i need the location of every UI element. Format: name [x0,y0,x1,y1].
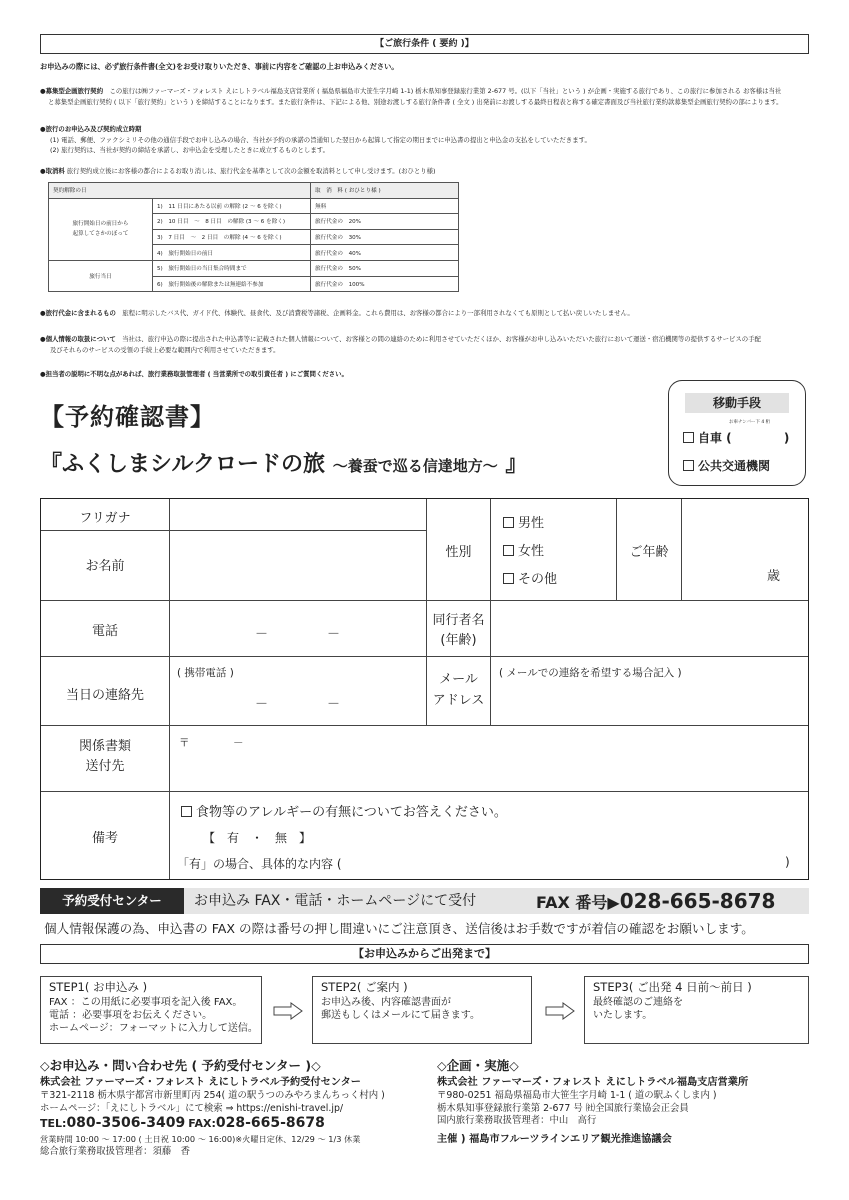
cancel-row-label: 1) 11 日目にあたる以前 の解除 (2 ～ 6 を除く) [153,198,311,214]
contract-text-2: と募集型企画旅行契約 ( 以下「旅行契約」という ) を締結することになります。また旅行条件は、下記による他、別途お渡しする旅行条件書 ( 全文 ) 出発前にお渡しする最終日程表と称する確定書面及び当社旅行業約款募集型企画旅行契約の部によります。 [48,97,783,106]
contract-heading: ●募集型企画旅行契約 [40,87,104,95]
step-2-title: STEP2( ご案内 ) [321,980,408,994]
phone-dash-2: － [327,627,341,642]
step-1-line-2: 電話 ：必要事項をお伝えください。 [49,1010,213,1021]
step-1-line-3: ホームページ：フォーマットに入力して送信。 [49,1023,258,1034]
age-unit: 歳 [767,569,781,584]
included-text: 旅程に明示したバス代、ガイド代、体験代、昼食代、及び消費税等諸税、企画料金。これら費用は、お客様の都合により一部利用されなくても原則として払い戻しいたしません。 [122,309,634,317]
transport-public-checkbox[interactable]: 公共交通機関 [683,457,770,474]
phone-label: 電話 [91,624,118,639]
cancel-text: 旅行契約成立後にお客様の都合によるお取り消しは、旅行代金を基準として次の金額を取消料として申し受けます。(おひとり様) [66,167,436,175]
allergy-yesno[interactable]: 【 有 ・ 無 】 [203,831,312,845]
step-3-line-1: 最終確認のご連絡を [593,997,683,1008]
included-section [40,308,634,319]
name-label: お名前 [85,559,125,574]
day-contact-label: 当日の連絡先 [65,688,144,703]
confirm-title: 【予約確認書】 [40,403,215,431]
cancel-group-before [49,198,153,260]
mail-label [427,669,490,711]
cancel-header-right: 取 消 料 ( おひとり様 ) [311,183,459,199]
fax-label: FAX 番号▶ [536,893,620,912]
cancel-row-fee: 旅行代金の 100% [311,276,459,292]
cancel-row-fee: 無料 [311,198,459,214]
privacy-text-2: 及びそれらのサービスの受領の手続上必要な範囲内で利用させていただきます。 [50,345,280,354]
conditions-intro: お申込みの際には、必ず旅行条件書(全文)をお受け取りいただき、事前に内容をご確認の上お申込みください。 [40,62,399,71]
contact-right-heading: ◇企画・実施◇ [437,1058,519,1073]
contact-left [40,1077,385,1159]
step-1-line-1: FAX ：この用紙に必要事項を記入後 FAX。 [49,997,243,1008]
contact-right-address: 〒980-0251 福島県福島市大笹生字月崎 1-1 ( 道の駅ふくしま内 ) [437,1089,717,1101]
mobile-dash-2: － [327,697,341,712]
step-2 [312,976,532,1044]
arrow-right-icon [273,1002,303,1020]
privacy-text-1: 当社は、旅行申込の際に提出された申込書等に記載された個人情報について、お客様との間の連絡のために利用させていただくほか、お客様がお申し込みいただいた旅行において運送・宿泊機関等の提供するサービスの手配 [122,335,761,343]
companion-label-1: 同行者名 [432,613,485,628]
phone-dash-1: － [255,627,269,642]
mail-label-1: メール [439,672,478,687]
postal-dash: － [233,737,244,749]
allergy-details-end: ) [785,855,790,869]
included-heading: ●旅行代金に含まれるもの [40,309,116,317]
fax-privacy-note: 個人情報保護の為、申込書の FAX の際は番号の押し間違いにご注意頂き、送信後はお手数ですが着信の確認をお願いします。 [44,921,754,936]
gender-label: 性別 [445,545,472,560]
cancel-row-fee: 旅行代金の 20% [311,214,459,230]
gender-other-checkbox[interactable]: その他 [503,568,557,587]
contact-left-hours: 営業時間 10:00 ～ 17:00 ( 土日祝 10:00 ～ 16:00)※火曜日定休、12/29 ～ 1/3 休業 [40,1134,361,1145]
fax-number-2[interactable]: 028-665-8678 [215,1115,325,1132]
arrow-right-icon [545,1002,575,1020]
cancel-header-left: 契約解除の日 [49,183,311,199]
tel-label: TEL: [40,1117,67,1131]
docs-label-1: 関係書類 [78,739,131,754]
companion-label-2: (年齢) [440,633,477,648]
reservation-center-bar [40,888,809,914]
contact-left-company: 株式会社 ファーマーズ・フォレスト えにしトラベル予約受付センター [40,1077,361,1088]
apply-text-2: (2) 旅行契約は、当社が契約の締結を承諾し、お申込金を受理したときに成立するものとします。 [50,146,329,154]
step-3-title: STEP3( ご出発 4 日前～前日 ) [593,980,752,994]
contact-left-tel [40,1115,385,1133]
contact-left-heading: ◇お申込み・問い合わせ先 ( 予約受付センター )◇ [40,1058,321,1073]
cancel-group-before-2: 起算してさかのぼって [72,231,129,238]
postal-mark: 〒 [179,737,190,749]
mobile-label: ( 携帯電話 ) [177,667,234,679]
transport-title: 移動手段 [685,393,789,413]
transport-box [668,380,806,486]
contact-left-manager: 総合旅行業務取扱管理者：須藤 香 [40,1146,191,1158]
allergy-details: 「有」の場合、具体的な内容 ( [177,857,342,871]
contact-right-sponsor: 主催 ) 福島市フルーツラインエリア観光推進協議会 [437,1134,672,1146]
step-2-line-2: 郵送もしくはメールにて届きます。 [321,1010,480,1021]
cancel-row-fee: 旅行代金の 40% [311,245,459,261]
contact-right-manager: 国内旅行業務取扱管理者：中山 高行 [437,1115,597,1127]
contact-right-license: 栃木県知事登録旅行業第 2-677 号 ㈳全国旅行業協会正会員 [437,1102,689,1114]
step-3 [584,976,809,1044]
mail-label-2: アドレス [432,693,485,708]
manager-note: ●担当者の説明に不明な点があれば、旅行業務取扱管理者 ( 当営業所での取引責任者 ) にご質問ください。 [40,370,348,378]
tour-title-end: 』 [505,452,528,477]
tour-title-sub: ～養蚕で巡る信達地方～ [332,457,498,475]
flow-title: 【お申込みからご出発まで】 [40,944,809,964]
docs-label-2: 送付先 [85,759,125,774]
furigana-label: フリガナ [79,511,131,526]
step-1 [40,976,262,1044]
mail-note: ( メールでの連絡を希望する場合記入 ) [499,667,682,679]
name-field[interactable] [171,533,425,599]
apply-text-1: (1) 電話、郵便、ファクシミリその他の通信手段でお申し込みの場合、当社が予約の承諾の旨通知した翌日から起算して指定の期日までに申込書の提出と申込金の支払をしていただきます。 [50,135,591,144]
reservation-center-label: 予約受付センター [40,888,184,914]
contract-section [40,86,783,107]
cancel-heading: ●取消料 [40,167,65,175]
tour-title-main: 『ふくしまシルクロードの旅 [40,452,326,477]
fax-number [536,888,775,916]
companion-label [427,611,490,651]
docs-label [41,737,169,777]
step-3-line-2: いたします。 [593,1010,653,1021]
remarks-label: 備考 [91,831,118,846]
step-2-line-1: お申込み後、内容確認書面が [321,997,451,1008]
cancel-row-fee: 旅行代金の 30% [311,229,459,245]
age-label: ご年齢 [629,545,669,560]
transport-note: お車ナンバー下 4 桁 [729,420,771,425]
cancel-group-day: 旅行当日 [49,260,153,291]
contact-right [437,1077,748,1147]
cancel-row-label: 2) 10 日目 ～ 8 日目 の解除 (3 ～ 6 を除く) [153,214,311,230]
step-1-title: STEP1( お申込み ) [49,980,148,994]
tel-number[interactable]: 080-3506-3409 [66,1115,186,1132]
privacy-section [40,334,761,355]
reservation-center-info: お申込み FAX・電話・ホームページにて受付 [194,893,477,909]
apply-heading: ●旅行のお申込み及び契約成立時期 [40,125,142,133]
fax-label-2: FAX: [188,1117,216,1131]
contact-right-company: 株式会社 ファーマーズ・フォレスト えにしトラベル福島支店営業所 [437,1077,749,1088]
contact-left-web[interactable]: ホームページ：「えにしトラベル」にて検索 ⇒ https://enishi-travel.jp/ [40,1102,344,1114]
privacy-heading: ●個人情報の取扱について [40,335,116,343]
gender-female-checkbox[interactable]: 女性 [503,540,544,559]
gender-male-checkbox[interactable]: 男性 [503,512,544,531]
cancel-row-label: 5) 旅行開始日の当日集合時間まで [153,260,311,276]
cancel-row-label: 6) 旅行開始後の解除または無連絡不参加 [153,276,311,292]
mobile-dash-1: － [255,697,269,712]
cancel-group-before-1: 旅行開始日の前日から [72,221,129,228]
cancel-row-label: 3) 7 日目 ～ 2 日目 の解除 (4 ～ 6 を除く) [153,229,311,245]
allergy-checkbox[interactable]: 食物等のアレルギーの有無についてお答えください。 [181,801,507,820]
contact-left-address: 〒321-2118 栃木県宇都宮市新里町丙 254( 道の駅うつのみやろまんちっく村内 ) [40,1089,385,1101]
cancel-section [40,166,436,177]
conditions-title: 【ご旅行条件 ( 要約 )】 [40,34,809,54]
contract-text-1: この旅行は㈱ファーマーズ・フォレスト えにしトラベル福島支店営業所 ( 福島県福島市大笹生字月崎 1-1) 栃木県知事登録旅行業第 2-677 号。(以下「当社」という ) が企画・実施する旅行であり、この旅行に参加される お客様は当社 [109,87,782,95]
application-form [40,498,809,880]
cancel-row-fee: 旅行代金の 50% [311,260,459,276]
apply-section [40,124,591,156]
furigana-field[interactable] [171,501,425,529]
fax-value: 028-665-8678 [619,889,776,913]
cancel-row-label: 4) 旅行開始日の前日 [153,245,311,261]
cancel-fee-table [48,182,459,292]
transport-car-checkbox[interactable]: 自車 ( ) [683,429,789,446]
tour-title [40,447,527,478]
